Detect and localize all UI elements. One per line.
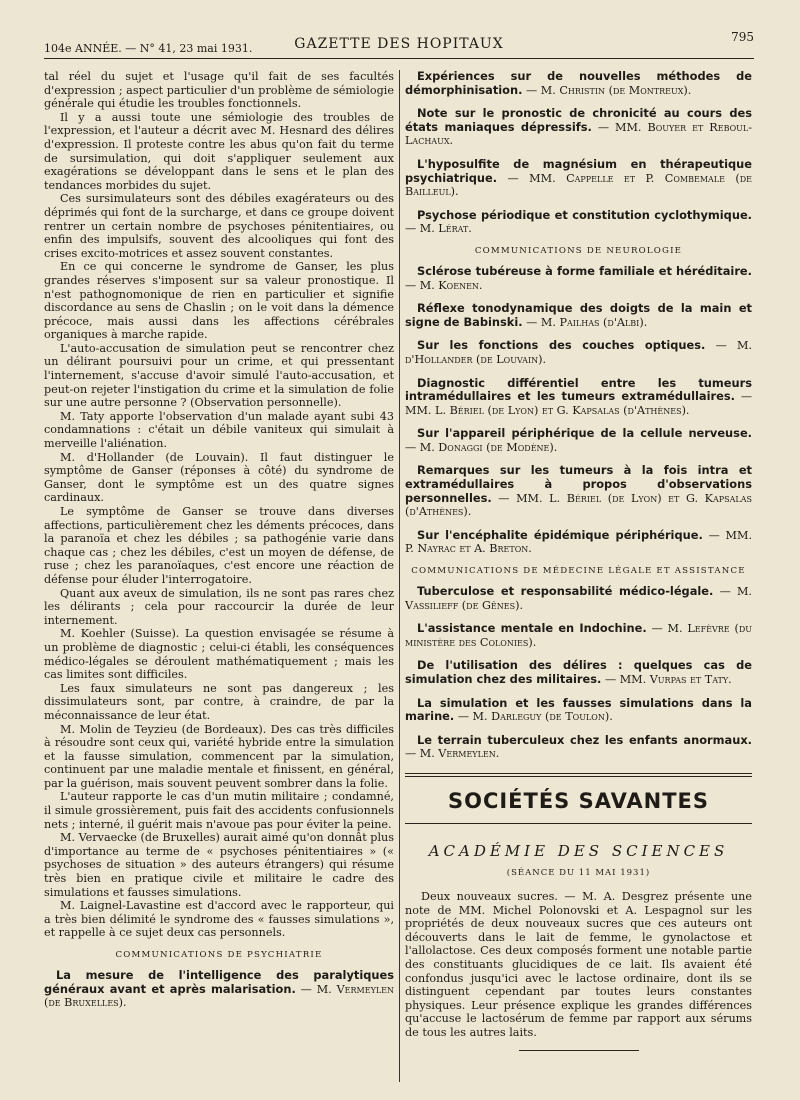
communication-title: L'assistance mentale en Indochine. xyxy=(417,621,647,636)
section-heading-medecine-legale: COMMUNICATIONS DE MÉDECINE LÉGALE ET ASSISTANCE xyxy=(411,566,746,577)
communication-author: — MM. P. Nayrac et A. Breton. xyxy=(405,528,752,556)
communication-title: Tuberculose et responsabilité médico-légale. xyxy=(417,584,714,599)
paragraph: M. Molin de Teyzieu (de Bordeaux). Des cas très difficiles à résoudre sont ceux qui, variété hybride entre la simulation et la fausse simulation, commencent par la simulation, continuent par une maladie mentale et finissent, en général, par la guérison, mais souvent peuvent sombrer dans la folie. xyxy=(44,722,394,790)
communication-title: Note sur le pronostic de chronicité au cours des états maniaques dépressifs. xyxy=(405,106,752,134)
communication-author: — M. Lefèvre (du ministère des Colonies). xyxy=(405,622,752,649)
communication-entry xyxy=(405,70,752,97)
issue-info: 104e ANNÉE. — N° 41, 23 mai 1931. xyxy=(44,42,253,55)
communication-title: Remarques sur les tumeurs à la fois intra et extramédullaires à propos d'observations personnelles. xyxy=(405,463,752,505)
seance-date: (SÉANCE DU 11 MAI 1931) xyxy=(506,867,651,878)
communication-author: — MM. L. Bériel (de Lyon) et G. Kapsalas (d'Athènes). xyxy=(405,390,752,417)
communication-author: — M. Donaggi (de Modène). xyxy=(405,440,558,454)
communication-author: — M. d'Hollander (de Louvain). xyxy=(405,339,752,366)
communication-author: — M. Pailhas (d'Albi). xyxy=(526,315,648,329)
communication-title: Le terrain tuberculeux chez les enfants anormaux. xyxy=(417,732,752,747)
paragraph: Il y a aussi toute une sémiologie des troubles de l'expression, et l'auteur a décrit avec M. Hesnard des délires d'expression. Il proteste contre les abus qu'on fait du terme de sursimulation, qui doit s'appliquer seulement aux exagérations se développant dans le sens et le plan des tendances morbides du sujet. xyxy=(44,110,394,192)
communication-entry xyxy=(405,464,752,518)
communication-entry xyxy=(405,622,752,649)
communication-author: — M. Koenen. xyxy=(405,278,483,292)
section-heading-psychiatrie: COMMUNICATIONS DE PSYCHIATRIE xyxy=(115,950,323,960)
communication-author: — MM. L. Bériel (de Lyon) et G. Kapsalas (d'Athènes). xyxy=(405,491,752,519)
communication-entry xyxy=(405,427,752,454)
communication-entry xyxy=(405,659,752,686)
communication-entry xyxy=(405,107,752,148)
paragraph: M. Vervaecke (de Bruxelles) aurait aimé qu'on donnât plus d'importance au terme de « psychoses pénitentiaires » (« psychoses de situation » des auteurs étrangers) qui résume très bien en pratique civile et militaire le cadre des simulations et fausses simulations. xyxy=(44,831,394,899)
communication-author: — M. Christin (de Montreux). xyxy=(526,83,692,97)
communication-title: L'hyposulfite de magnésium en thérapeutique psychiatrique. xyxy=(405,156,752,185)
rule xyxy=(405,823,752,824)
communication-author: — MM. Vurpas et Taty. xyxy=(604,673,732,686)
communication-entry xyxy=(405,529,752,556)
paragraph: tal réel du sujet et l'usage qu'il fait de ses facultés d'expression ; aspect particulier d'un problème de sémiologie générale qui étudie les troubles fonctionnels. xyxy=(44,70,394,111)
communication-author: — MM. Cappelle et P. Combemale (de Bailleul). xyxy=(405,171,752,199)
communication-title: Sclérose tubéreuse à forme familiale et héréditaire. xyxy=(417,263,752,278)
communication-entry xyxy=(44,969,394,1010)
communication-entry xyxy=(405,158,752,199)
paragraph: Ces sursimulateurs sont des débiles exagérateurs ou des déprimés qui font de la surcharge, et dans ce groupe doivent rentrer un certain nombre de psychoses pénitentiaires, ou enfin des impulsifs, souvent des alcooliques qui font des crises excito-motrices et assez souvent constantes. xyxy=(44,192,394,260)
communication-entry xyxy=(405,339,752,366)
paragraph: Le symptôme de Ganser se trouve dans diverses affections, particulièrement chez les déments précoces, dans la paranoïa et chez les débiles ; sa pathogénie varie dans chaque cas ; chez les débiles, c'est un moyen de défense, de ruse ; chez les paranoïaques, c'est encore une réaction de défense pour éluder l'interrogatoire. xyxy=(44,505,394,586)
communication-entry xyxy=(405,265,752,292)
journal-title: GAZETTE DES HOPITAUX xyxy=(294,36,504,52)
societes-savantes-heading: SOCIÉTÉS SAVANTES xyxy=(447,788,710,813)
page-header xyxy=(44,28,754,59)
communication-author: — M. Darleguy (de Toulon). xyxy=(457,710,613,724)
communication-title: Expériences sur de nouvelles méthodes de démorphinisation. xyxy=(405,70,752,97)
paragraph: M. Taty apporte l'observation d'un malade ayant subi 43 condamnations : c'était un débile vaniteux qui simulait à merveille l'aliénation. xyxy=(44,409,394,451)
communication-title: La simulation et les fausses simulations dans la marine. xyxy=(405,695,752,724)
paragraph: Deux nouveaux sucres. — M. A. Desgrez présente une note de MM. Michel Polonovski et A. Lespagnol sur les propriétés de deux nouveaux sucres que ces auteurs ont découverts dans le lait de femme, le gynolactose et l'allolactose. Ces deux composés forment une notable partie des constituants glucidiques de ce lait. Ils avaient été confondus jusqu'ici avec le lactose ordinaire, dont ils se distinguent cependant par toutes leurs constantes physiques. Leur présence explique les grandes différences qu'accuse le lactosérum de femme par rapport aux sérums de tous les autres laits. xyxy=(405,889,752,1039)
paragraph: M. d'Hollander (de Louvain). Il faut distinguer le symptôme de Ganser (réponses à côté) du syndrome de Ganser, dont le symptôme est un des quatre signes cardinaux. xyxy=(44,450,394,505)
communication-title: Réflexe tonodynamique des doigts de la main et signe de Babinski. xyxy=(405,301,752,329)
page-number: 795 xyxy=(731,30,754,44)
communication-author: — M. Vermeylen. xyxy=(405,747,500,761)
end-rule xyxy=(519,1050,639,1051)
paragraph: M. Laignel-Lavastine est d'accord avec le rapporteur, qui a très bien délimité le syndrome des « fausses simulations », et rappelle à ce sujet deux cas personnels. xyxy=(44,899,394,940)
communication-entry xyxy=(405,585,752,612)
communication-author: — M. Lérat. xyxy=(405,222,472,236)
paragraph: En ce qui concerne le syndrome de Ganser, les plus grandes réserves s'imposent sur sa valeur pronostique. Il n'est pathognomonique de rien en particulier et signifie discordance au sens de Chaslin ; on le voit dans la démence précoce, mais aussi dans les affections cérébrales organiques à marche rapide. xyxy=(44,260,394,342)
communication-author: — MM. Bouyer et Reboul-Lachaux. xyxy=(405,120,752,148)
academie-heading: ACADÉMIE DES SCIENCES xyxy=(428,841,729,860)
communication-entry xyxy=(405,377,752,418)
communication-title: Sur les fonctions des couches optiques. xyxy=(417,338,706,353)
communication-title: Psychose périodique et constitution cyclothymique. xyxy=(417,207,752,222)
communication-title: La mesure de l'intelligence des paralytiques généraux avant et après malarisation. xyxy=(44,968,394,996)
communication-title: De l'utilisation des délires : quelques cas de simulation chez des militaires. xyxy=(405,658,752,686)
double-rule xyxy=(405,773,752,777)
paragraph: M. Koehler (Suisse). La question envisagée se résume à un problème de diagnostic ; celui-ci établi, les conséquences médico-légales se déroulent mathématiquement ; mais les cas limites sont difficiles. xyxy=(44,627,394,682)
paragraph: L'auto-accusation de simulation peut se rencontrer chez un délirant poursuivi pour un crime, et qui pressentant l'internement, s'accuse d'avoir simulé l'auto-accusation, et peut-on rejeter l'instigation du crime et la simulation de folie sur une autre personne ? (Observation personnelle). xyxy=(44,341,394,410)
column-divider xyxy=(399,70,400,1082)
communication-title: Diagnostic différentiel entre les tumeurs intramédullaires et les tumeurs extramédullaires. xyxy=(405,375,752,404)
communication-entry xyxy=(405,209,752,236)
paragraph: Quant aux aveux de simulation, ils ne sont pas rares chez les délirants ; cela pour raccourcir la durée de leur internement. xyxy=(44,586,394,627)
communication-entry xyxy=(405,697,752,724)
paragraph: L'auteur rapporte le cas d'un mutin militaire ; condamné, il simule grossièrement, puis fait des accidents confusionnels nets ; interné, il guérit mais n'avoue pas pour éviter la peine. xyxy=(44,790,394,831)
communication-entry xyxy=(405,302,752,329)
communication-entry xyxy=(405,734,752,761)
communication-author: — M. Vermeylen (de Bruxelles). xyxy=(44,982,394,1010)
right-column xyxy=(405,70,752,1082)
section-heading-neurologie: COMMUNICATIONS DE NEUROLOGIE xyxy=(474,245,683,256)
paragraph: Les faux simulateurs ne sont pas dangereux ; les dissimulateurs sont, par contre, à craindre, de par la méconnaissance de leur état. xyxy=(44,681,394,722)
communication-title: Sur l'encéphalite épidémique périphérique. xyxy=(417,527,703,542)
left-column xyxy=(44,70,394,1082)
communication-title: Sur l'appareil périphérique de la cellule nerveuse. xyxy=(417,426,752,441)
communication-author: — M. Vassilieff (de Gênes). xyxy=(405,585,752,612)
